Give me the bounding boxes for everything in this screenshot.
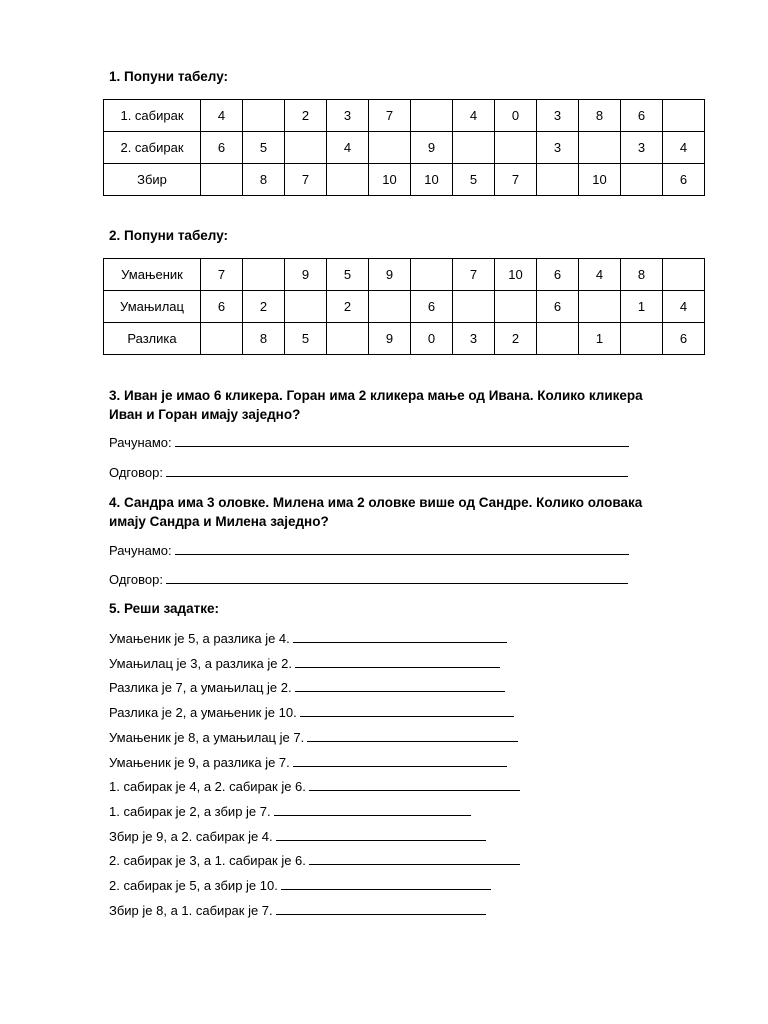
answer-blank[interactable]	[276, 902, 486, 915]
table-row	[104, 164, 705, 196]
table-cell: 3	[537, 132, 579, 164]
answer-blank[interactable]	[293, 630, 507, 643]
table-cell: 4	[663, 132, 705, 164]
table-cell[interactable]	[327, 164, 369, 196]
task-text: Умањеник је 9, а разлика је 7.	[109, 754, 290, 770]
calc-blank[interactable]	[175, 542, 629, 555]
answer-blank[interactable]	[166, 464, 628, 477]
task-item[interactable]	[109, 754, 507, 770]
answer-blank[interactable]	[295, 655, 500, 668]
task-item[interactable]	[109, 679, 505, 695]
table-cell: 4	[453, 100, 495, 132]
table-cell[interactable]	[411, 100, 453, 132]
table-cell: 7	[285, 164, 327, 196]
task-item[interactable]	[109, 729, 518, 745]
section3-calc-line[interactable]	[109, 434, 629, 450]
table-cell[interactable]	[495, 291, 537, 323]
answer-label: Одговор:	[109, 572, 163, 587]
section4-calc-line[interactable]	[109, 542, 629, 558]
section4-answer-line[interactable]	[109, 571, 628, 587]
task-item[interactable]	[109, 704, 514, 720]
task-text: Разлика је 2, а умањеник је 10.	[109, 705, 297, 721]
table-cell: 6	[663, 323, 705, 355]
task-text: Збир је 8, а 1. сабирак је 7.	[109, 902, 273, 918]
table-cell: 8	[243, 164, 285, 196]
table-cell[interactable]	[369, 291, 411, 323]
section4-title: 4. Сандра има 3 оловке. Милена има 2 оловке више од Сандре. Колико оловака имају Сандра и Милена заједно?	[109, 495, 643, 529]
table-cell: 10	[411, 164, 453, 196]
task-item[interactable]	[109, 803, 471, 819]
calc-label: Рачунамо:	[109, 435, 172, 450]
table-cell[interactable]	[369, 132, 411, 164]
task-text: 2. сабирак је 3, а 1. сабирак је 6.	[109, 853, 306, 869]
table-cell[interactable]	[453, 291, 495, 323]
table-cell[interactable]	[579, 291, 621, 323]
table-cell: 2	[495, 323, 537, 355]
answer-blank[interactable]	[293, 754, 507, 767]
task-text: Умањеник је 8, а умањилац је 7.	[109, 729, 305, 745]
table-cell[interactable]	[327, 323, 369, 355]
section1-title: 1. Попуни табелу:	[109, 69, 229, 84]
table-cell: 0	[411, 323, 453, 355]
table-cell: 1	[621, 291, 663, 323]
table-cell: 3	[453, 323, 495, 355]
table-cell: 2	[285, 100, 327, 132]
table-cell: 4	[579, 259, 621, 291]
task-text: Умањеник је 5, а разлика је 4.	[109, 631, 290, 646]
row-label: Умањеник	[104, 259, 201, 291]
calc-blank[interactable]	[175, 434, 629, 447]
table-row	[104, 323, 705, 355]
table-cell: 10	[369, 164, 411, 196]
task-item[interactable]	[109, 852, 520, 868]
table-cell[interactable]	[453, 132, 495, 164]
calc-label: Рачунамо:	[109, 543, 172, 558]
table-cell: 2	[243, 291, 285, 323]
answer-blank[interactable]	[276, 828, 486, 841]
row-label: Умањилац	[104, 291, 201, 323]
answer-blank[interactable]	[309, 852, 520, 865]
table-cell: 6	[537, 259, 579, 291]
table-cell[interactable]	[663, 100, 705, 132]
table-cell: 7	[201, 259, 243, 291]
table-cell[interactable]	[537, 164, 579, 196]
task-text: Збир је 9, а 2. сабирак је 4.	[109, 828, 273, 844]
answer-blank[interactable]	[295, 679, 505, 692]
table-cell: 6	[411, 291, 453, 323]
table-cell: 7	[495, 164, 537, 196]
table-cell: 5	[243, 132, 285, 164]
answer-blank[interactable]	[274, 803, 471, 816]
section3-title: 3. Иван је имао 6 кликера. Горан има 2 кликера мање од Ивана. Колико кликера Иван и Горан имају заједно?	[109, 388, 643, 422]
table-cell[interactable]	[411, 259, 453, 291]
table-cell[interactable]	[201, 164, 243, 196]
table-cell: 9	[285, 259, 327, 291]
table-cell: 5	[453, 164, 495, 196]
table-cell[interactable]	[663, 259, 705, 291]
answer-blank[interactable]	[307, 729, 518, 742]
table-cell: 4	[201, 100, 243, 132]
table-cell: 6	[537, 291, 579, 323]
table-cell: 9	[369, 323, 411, 355]
task-text: 1. сабирак је 2, а збир је 7.	[109, 803, 271, 819]
table-cell[interactable]	[537, 323, 579, 355]
answer-label: Одговор:	[109, 465, 163, 480]
table-cell: 4	[327, 132, 369, 164]
table-cell: 10	[579, 164, 621, 196]
table-cell[interactable]	[621, 164, 663, 196]
table-cell: 10	[495, 259, 537, 291]
table-cell: 8	[243, 323, 285, 355]
row-label: 2. сабирак	[104, 132, 201, 164]
table-row	[104, 100, 705, 132]
table-cell: 8	[579, 100, 621, 132]
table-cell: 6	[621, 100, 663, 132]
table-cell: 7	[453, 259, 495, 291]
table-cell: 2	[327, 291, 369, 323]
row-label: Збир	[104, 164, 201, 196]
table-cell[interactable]	[495, 132, 537, 164]
task-item[interactable]	[109, 828, 486, 844]
table-cell[interactable]	[621, 323, 663, 355]
table-row	[104, 132, 705, 164]
table-cell[interactable]	[201, 323, 243, 355]
table-cell: 7	[369, 100, 411, 132]
table-cell: 6	[201, 132, 243, 164]
task-item[interactable]	[109, 778, 520, 794]
table-row	[104, 291, 705, 323]
task-text: Умањилац је 3, а разлика је 2.	[109, 655, 292, 671]
section5-title: 5. Реши задатке:	[109, 601, 219, 616]
answer-blank[interactable]	[281, 877, 491, 890]
table-cell: 9	[411, 132, 453, 164]
table-cell: 4	[663, 291, 705, 323]
table-cell[interactable]	[243, 259, 285, 291]
section3-answer-line[interactable]	[109, 464, 628, 480]
table-cell: 6	[201, 291, 243, 323]
table-cell[interactable]	[243, 100, 285, 132]
table-cell: 5	[285, 323, 327, 355]
section2-title: 2. Попуни табелу:	[109, 228, 229, 243]
table-cell: 3	[537, 100, 579, 132]
task-text: Разлика је 7, а умањилац је 2.	[109, 680, 292, 696]
table-cell: 6	[663, 164, 705, 196]
table-cell[interactable]	[285, 132, 327, 164]
row-label: 1. сабирак	[104, 100, 201, 132]
table-cell: 9	[369, 259, 411, 291]
task-item[interactable]	[109, 630, 507, 646]
table-cell: 1	[579, 323, 621, 355]
table-cell[interactable]	[579, 132, 621, 164]
table-cell: 0	[495, 100, 537, 132]
row-label: Разлика	[104, 323, 201, 355]
table-cell: 8	[621, 259, 663, 291]
table-cell: 3	[327, 100, 369, 132]
task-item[interactable]	[109, 655, 500, 671]
table-row	[104, 259, 705, 291]
table-cell: 5	[327, 259, 369, 291]
task-text: 1. сабирак је 4, а 2. сабирак је 6.	[109, 779, 306, 795]
task-item[interactable]	[109, 877, 491, 893]
table-cell: 3	[621, 132, 663, 164]
task-text: 2. сабирак је 5, а збир је 10.	[109, 878, 278, 893]
answer-blank[interactable]	[309, 778, 520, 791]
subtraction-table	[103, 258, 705, 355]
answer-blank[interactable]	[166, 571, 628, 584]
answer-blank[interactable]	[300, 704, 514, 717]
addition-table	[103, 99, 705, 196]
task-item[interactable]	[109, 902, 486, 918]
table-cell[interactable]	[285, 291, 327, 323]
